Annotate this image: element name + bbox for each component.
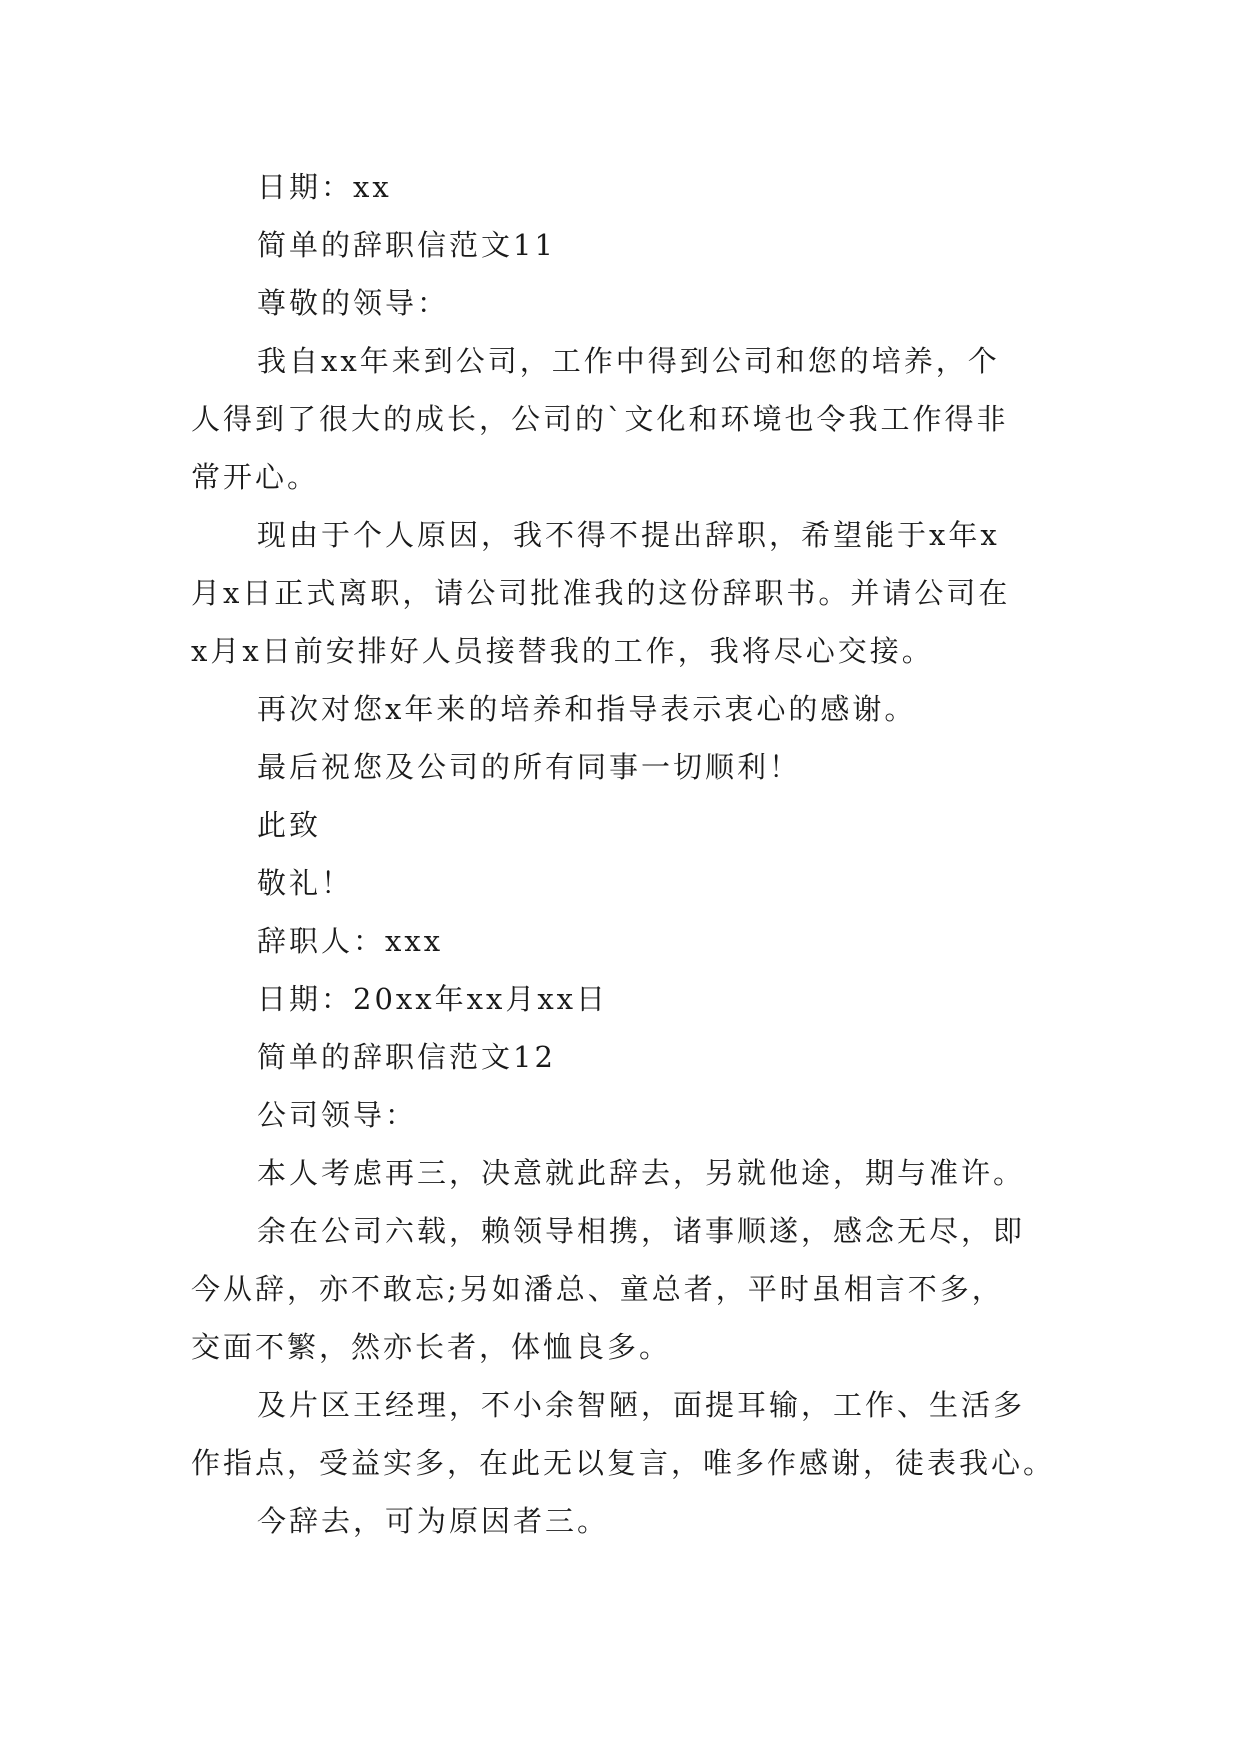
signature-line: 辞职人：xxx — [257, 924, 444, 958]
salutation: 尊敬的领导： — [257, 286, 450, 320]
paragraph-line: 今从辞，亦不敢忘;另如潘总、童总者，平时虽相言不多， — [191, 1272, 1004, 1306]
salutation: 公司领导： — [257, 1098, 418, 1132]
paragraph-line: 余在公司六载，赖领导相携，诸事顺遂，感念无尽，即 — [257, 1214, 1026, 1248]
section-title-11: 简单的辞职信范文11 — [257, 228, 556, 262]
paragraph-line: 我自xx年来到公司，工作中得到公司和您的培养，个 — [257, 344, 1000, 378]
paragraph-line: 再次对您x年来的培养和指导表示衷心的感谢。 — [257, 692, 917, 726]
closing-line: 此致 — [257, 808, 322, 842]
section-title-12: 简单的辞职信范文12 — [257, 1040, 556, 1074]
date-line: 日期：20xx年xx月xx日 — [257, 982, 609, 1016]
paragraph-line: 本人考虑再三，决意就此辞去，另就他途，期与准许。 — [257, 1156, 1026, 1190]
paragraph-line: 及片区王经理，不小余智陋，面提耳输，工作、生活多 — [257, 1388, 1026, 1422]
closing-line: 敬礼！ — [257, 866, 354, 900]
paragraph-line: 作指点，受益实多，在此无以复言，唯多作感谢，徒表我心。 — [191, 1446, 1056, 1480]
paragraph-line: 交面不繁，然亦长者，体恤良多。 — [191, 1330, 672, 1364]
paragraph-line: x月x日前安排好人员接替我的工作，我将尽心交接。 — [191, 634, 934, 668]
paragraph-line: 月x日正式离职，请公司批准我的这份辞职书。并请公司在 — [191, 576, 1011, 610]
paragraph-line: 人得到了很大的成长，公司的`文化和环境也令我工作得非 — [191, 402, 1009, 436]
date-line: 日期：xx — [257, 170, 392, 204]
paragraph-line: 常开心。 — [191, 460, 320, 494]
document-body — [191, 158, 1071, 1550]
paragraph-line: 现由于个人原因，我不得不提出辞职，希望能于x年x — [257, 518, 1000, 552]
paragraph-line: 今辞去，可为原因者三。 — [257, 1504, 610, 1538]
paragraph-line: 最后祝您及公司的所有同事一切顺利！ — [257, 750, 802, 784]
